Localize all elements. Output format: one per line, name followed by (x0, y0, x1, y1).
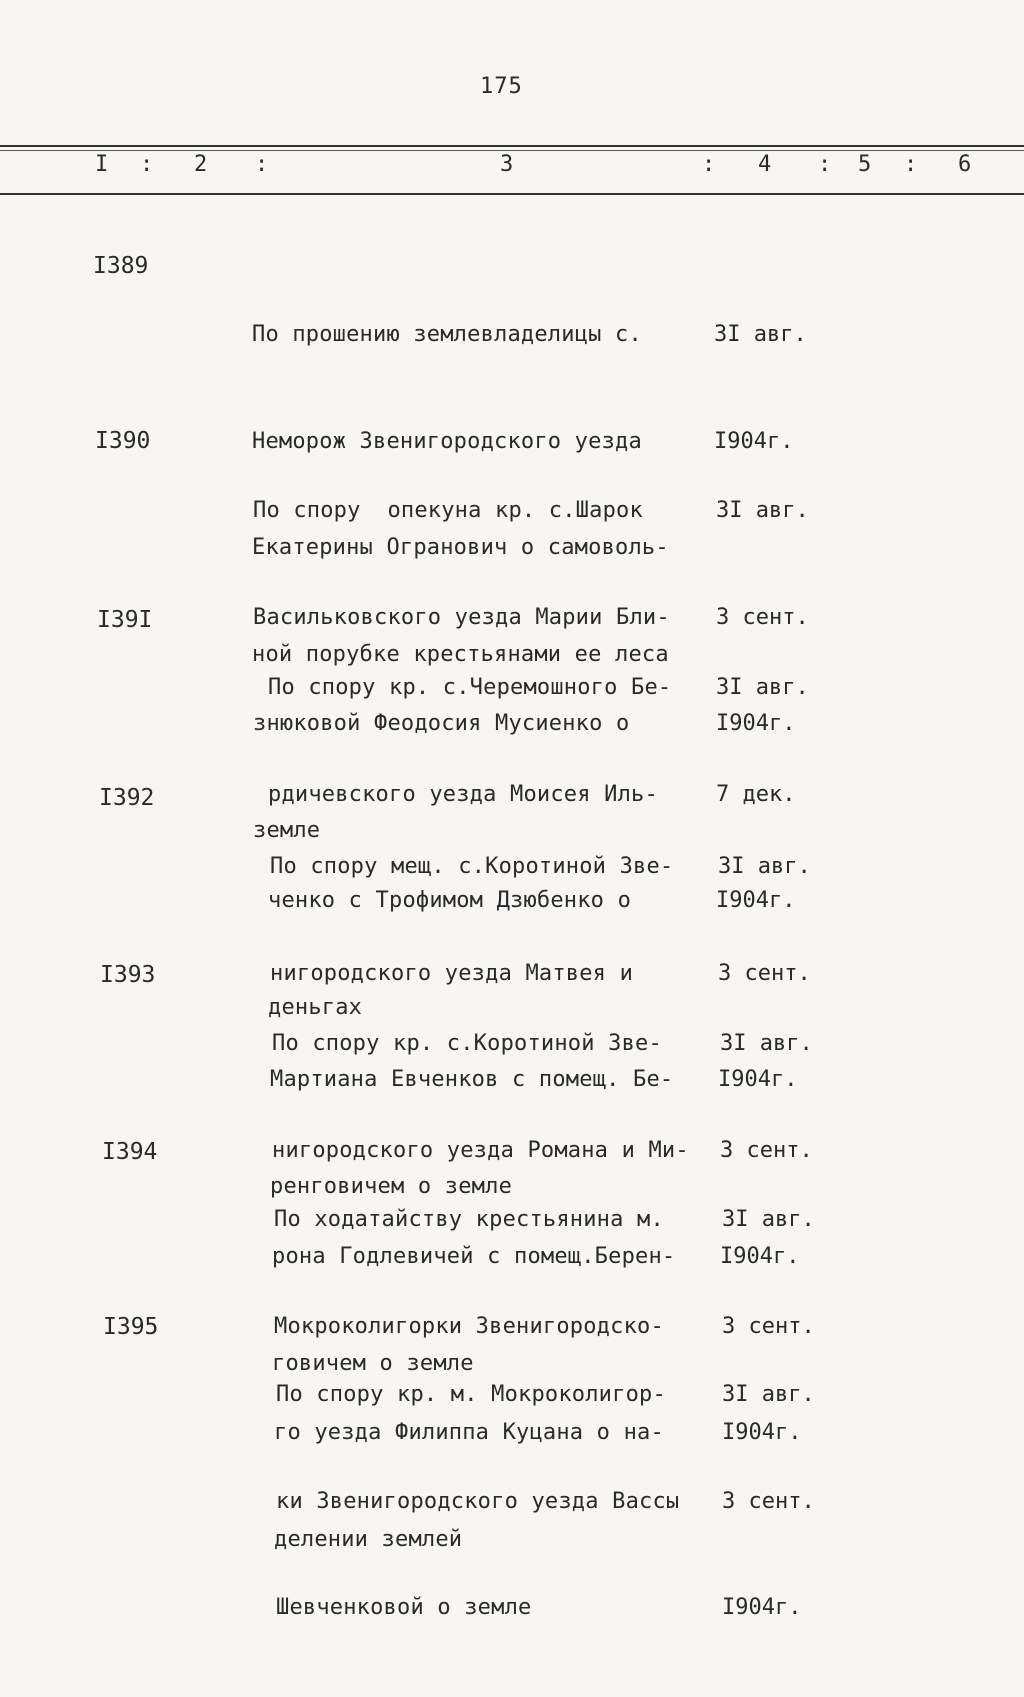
column-separator: : (255, 152, 269, 177)
date-line: 3I авг. (716, 675, 809, 700)
date-line: I904г. (714, 428, 794, 454)
description-line: ченко с Трофимом Дзюбенко о (268, 888, 632, 913)
date-line: 3 сент. (722, 1313, 815, 1339)
description-line: Мокроколигорки Звенигородско- (274, 1313, 664, 1339)
description-line: нигородского уезда Матвея и (270, 960, 634, 986)
header-rule-top (0, 145, 1024, 147)
date-line: 3I авг. (722, 1382, 815, 1407)
description-line: знюковой Феодосия Мусиенко о (253, 711, 630, 736)
entry-number: I39I (97, 607, 153, 633)
date-line: 3 сент. (716, 604, 809, 630)
date-line: 7 дек. (716, 781, 796, 807)
header-rule-top-thin (0, 150, 1024, 151)
date-line: I904г. (716, 711, 796, 736)
description-line: Шевченковой о земле (276, 1595, 532, 1620)
description-line: деньгах (268, 994, 363, 1020)
entry-number: I389 (93, 253, 149, 279)
date-line: I904г. (718, 1067, 798, 1092)
header-rule-bottom (0, 193, 1024, 195)
entry-description (276, 1306, 679, 1697)
column-header: 5 (858, 152, 872, 177)
date-line: 3I авг. (718, 854, 811, 879)
entry-number: I390 (95, 428, 151, 454)
description-line: По спору кр. с.Черемошного Бе- (268, 675, 672, 700)
description-line: Неморож Звенигородского уезда (252, 428, 642, 454)
description-line: земле (253, 817, 321, 843)
date-line: I904г. (722, 1595, 802, 1620)
entry-number: I393 (100, 962, 156, 988)
date-line: 3 сент. (718, 960, 811, 986)
description-line: По спору кр. с.Коротиной Зве- (272, 1031, 662, 1056)
column-separator: : (140, 152, 154, 177)
entry-number: I395 (103, 1314, 159, 1340)
description-line: По спору мещ. с.Коротиной Зве- (270, 854, 674, 879)
column-header: 6 (958, 152, 972, 177)
entry-number: I392 (99, 785, 155, 811)
column-separator: : (818, 152, 832, 177)
column-separator: : (702, 152, 716, 177)
date-line: 3I авг. (714, 322, 807, 347)
description-line: ки Звенигородского уезда Вассы (276, 1488, 680, 1514)
description-line: Васильковского уезда Марии Бли- (253, 604, 670, 630)
date-line: 3I авг. (720, 1031, 813, 1056)
description-line: Екатерины Огранович о самоволь- (252, 535, 669, 560)
date-line: I904г. (716, 888, 796, 913)
description-line: нигородского уезда Романа и Ми- (272, 1137, 689, 1163)
description-line: Мартиана Евченков с помещ. Бе- (270, 1067, 674, 1092)
column-header: I (95, 152, 109, 177)
description-line: По спору опекуна кр. с.Шарок (253, 498, 643, 523)
description-line: рдичевского уезда Моисея Иль- (268, 781, 658, 807)
date-line: 3 сент. (720, 1137, 813, 1163)
description-line: По ходатайству крестьянина м. (274, 1207, 664, 1232)
description-line: говичем о земле (272, 1350, 474, 1376)
column-separator: : (904, 152, 918, 177)
description-line: рона Годлевичей с помещ.Берен- (272, 1244, 676, 1269)
page-number: 175 (480, 74, 523, 99)
description-line: По спору кр. м. Мокроколигор- (276, 1382, 666, 1407)
description-line: делении землей (274, 1526, 463, 1552)
entry-dates (722, 1306, 815, 1697)
column-header: 2 (194, 152, 208, 177)
date-line: I904г. (722, 1420, 802, 1445)
date-line: 3 сент. (722, 1488, 815, 1514)
date-line: 3I авг. (716, 498, 809, 523)
date-line: I904г. (720, 1244, 800, 1269)
description-line: го уезда Филиппа Куцана о на- (274, 1420, 664, 1445)
date-line: 3I авг. (722, 1207, 815, 1232)
description-line: ренговичем о земле (270, 1173, 513, 1199)
description-line: ной порубке крестьянами ее леса (252, 641, 669, 667)
entry-number: I394 (102, 1139, 158, 1165)
column-header: 3 (500, 152, 514, 177)
description-line: По прошению землевладелицы с. (252, 322, 642, 347)
column-header: 4 (758, 152, 772, 177)
